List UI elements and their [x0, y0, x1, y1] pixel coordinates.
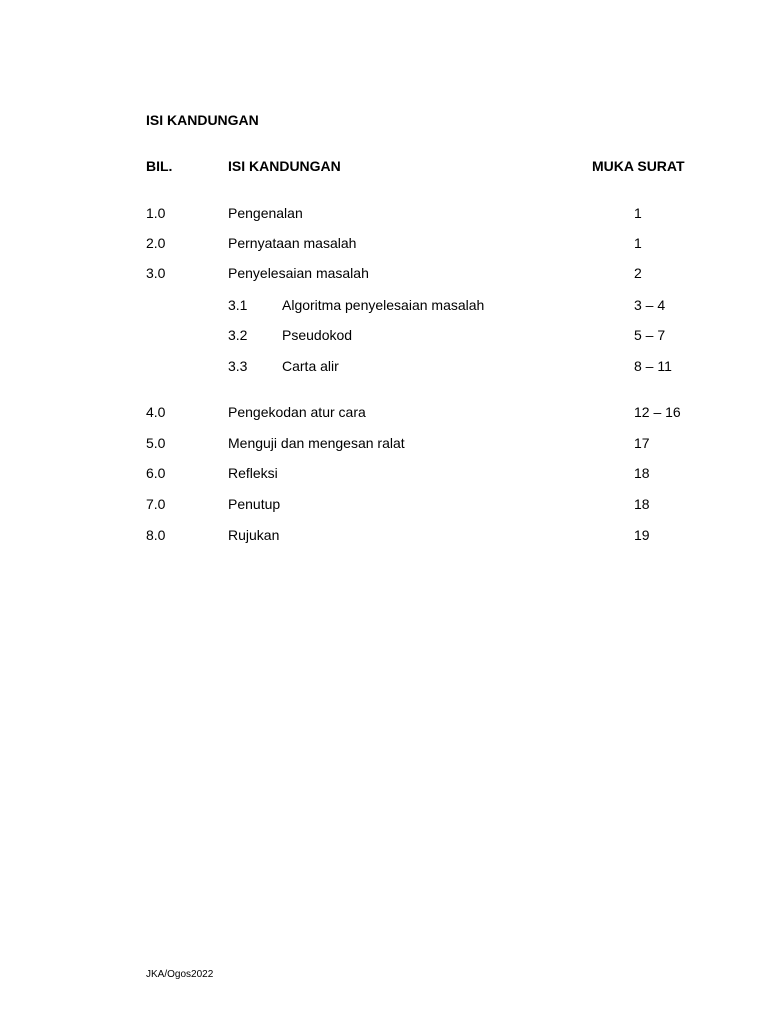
document-title: ISI KANDUNGAN — [146, 112, 259, 128]
toc-subnumber: 3.3 — [228, 358, 248, 374]
toc-number: 5.0 — [146, 435, 166, 451]
toc-number: 8.0 — [146, 527, 166, 543]
page-footer: JKA/Ogos2022 — [146, 969, 214, 980]
toc-number: 6.0 — [146, 465, 166, 481]
toc-number: 1.0 — [146, 205, 166, 221]
toc-page: 2 — [634, 265, 642, 281]
toc-title: Penutup — [228, 496, 281, 512]
toc-page: 17 — [634, 435, 650, 451]
toc-row — [0, 464, 768, 482]
toc-row — [0, 204, 768, 222]
column-header-muka-surat: MUKA SURAT — [592, 158, 685, 174]
toc-page: 12 – 16 — [634, 404, 681, 420]
toc-subtitle: Pseudokod — [282, 327, 353, 343]
toc-title: Rujukan — [228, 527, 280, 543]
toc-row — [0, 495, 768, 513]
toc-page: 18 — [634, 496, 650, 512]
toc-row — [0, 434, 768, 452]
toc-subtitle: Carta alir — [282, 358, 339, 374]
toc-page: 18 — [634, 465, 650, 481]
toc-number: 3.0 — [146, 265, 166, 281]
toc-subnumber: 3.1 — [228, 297, 248, 313]
toc-subrow — [0, 296, 768, 314]
toc-title: Pernyataan masalah — [228, 235, 357, 251]
toc-page: 8 – 11 — [634, 358, 672, 374]
toc-title: Refleksi — [228, 465, 278, 481]
toc-page: 19 — [634, 527, 650, 543]
toc-number: 4.0 — [146, 404, 166, 420]
column-header-isi-kandungan: ISI KANDUNGAN — [228, 158, 341, 174]
toc-subnumber: 3.2 — [228, 327, 248, 343]
toc-page: 3 – 4 — [634, 297, 666, 313]
toc-subrow — [0, 357, 768, 375]
toc-title: Penyelesaian masalah — [228, 265, 369, 281]
toc-page: 5 – 7 — [634, 327, 666, 343]
toc-row — [0, 264, 768, 282]
toc-subrow — [0, 326, 768, 344]
toc-row — [0, 526, 768, 544]
toc-number: 2.0 — [146, 235, 166, 251]
toc-row — [0, 403, 768, 421]
column-header-bil: BIL. — [146, 158, 173, 174]
toc-page: 1 — [634, 235, 642, 251]
toc-page: 1 — [634, 205, 642, 221]
toc-title: Pengenalan — [228, 205, 303, 221]
toc-subtitle: Algoritma penyelesaian masalah — [282, 297, 485, 313]
toc-title: Menguji dan mengesan ralat — [228, 435, 405, 451]
toc-number: 7.0 — [146, 496, 166, 512]
toc-row — [0, 234, 768, 252]
toc-title: Pengekodan atur cara — [228, 404, 366, 420]
